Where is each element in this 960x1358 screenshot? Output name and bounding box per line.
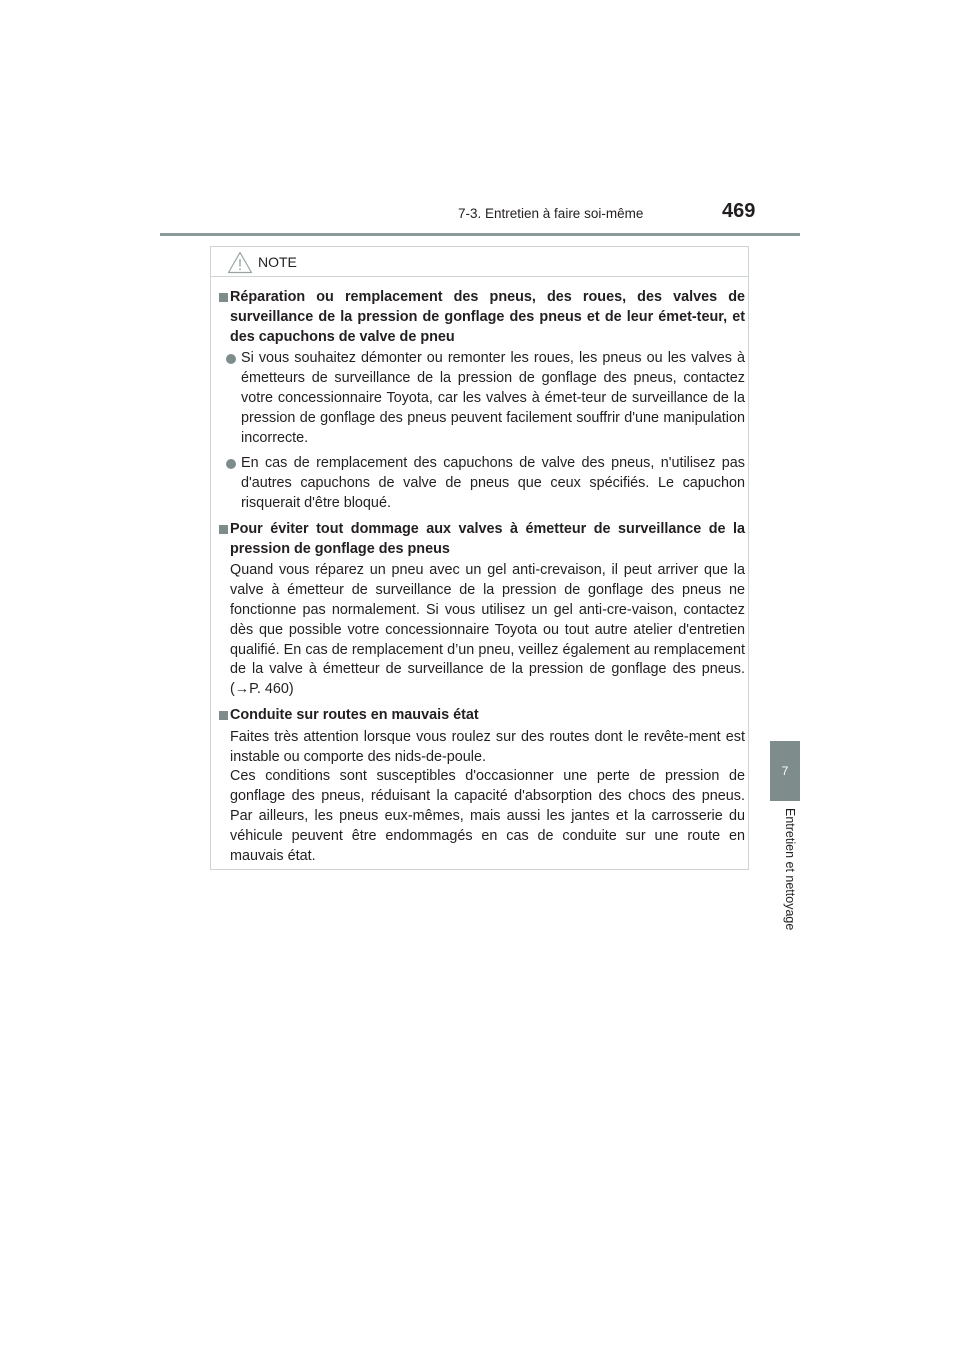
chapter-label-text: Entretien et nettoyage	[783, 808, 797, 931]
chapter-number: 7	[781, 764, 789, 778]
page-number: 469	[722, 200, 756, 222]
square-bullet-icon	[219, 711, 228, 720]
list-item	[219, 454, 745, 513]
note-content	[219, 288, 745, 872]
paragraph-text: Ces conditions sont susceptibles d'occasionner une perte de pression de gonflage des pneus, réduisant la capacité d'absorption des chocs des pneus. Par ailleurs, les pneus eux-mêmes, mais aussi les jantes et la carrosserie du véhicule peuvent être endommagés en cas de conduite sur une route en mauvais état.	[230, 768, 745, 864]
list-item-text: Si vous souhaitez démonter ou remonter les roues, les pneus ou les valves à émetteurs de surveillance de la pression de gonflage des pneus, contactez votre concessionnaire Toyota, car les valves à émet-teur de surveillance de la pression de gonflage des pneus peuvent facilement souffrir d'une manipulation incorrecte.	[241, 350, 745, 446]
paragraph-text: Faites très attention lorsque vous roulez sur des routes dont le revête-ment est instable ou comporte des nids-de-poule.	[230, 728, 745, 765]
note-header	[211, 247, 748, 277]
square-bullet-icon	[219, 525, 228, 534]
section-paragraph	[219, 561, 745, 700]
warning-triangle-icon	[227, 251, 253, 274]
list-item	[219, 349, 745, 448]
section-title: 7-3. Entretien à faire soi-même	[458, 206, 644, 221]
section-heading	[219, 520, 745, 560]
list-item-text: En cas de remplacement des capuchons de valve des pneus, n'utilisez pas d'autres capuchons de valve de pneus que ceux spécifiés. Le capuchon risquerait d'être bloqué.	[241, 455, 745, 511]
paragraph-text: Quand vous réparez un pneu avec un gel anti-crevaison, il peut arriver que la valve à émetteur de surveillance de la pression de gonflage des pneus ne fonctionne pas normalement. Si vous utilisez un gel anti-cre-vaison, contactez dès que possible votre concessionnaire Toyota ou tout autre atelier d'entretien qualifié. En cas de remplacement d’un pneu, veillez également au remplacement de la valve à émetteur de surveillance de la pression de gonflage des pneus. (→P. 460)	[230, 562, 745, 698]
chapter-tab	[770, 741, 800, 801]
section-heading	[219, 706, 745, 726]
note-box	[210, 246, 749, 870]
heading-text: Réparation ou remplacement des pneus, des roues, des valves de surveillance de la pression de gonflage des pneus et de leur émet-teur, et des capuchons de valve de pneu	[230, 289, 745, 345]
square-bullet-icon	[219, 293, 228, 302]
heading-text: Pour éviter tout dommage aux valves à émetteur de surveillance de la pression de gonflage des pneus	[230, 520, 745, 557]
note-title: NOTE	[258, 254, 297, 270]
chapter-label	[783, 808, 797, 978]
header-divider	[160, 233, 800, 236]
heading-text: Conduite sur routes en mauvais état	[230, 706, 479, 723]
circle-bullet-icon	[226, 354, 236, 364]
circle-bullet-icon	[226, 459, 236, 469]
section-paragraph	[219, 728, 745, 867]
section-heading	[219, 288, 745, 347]
